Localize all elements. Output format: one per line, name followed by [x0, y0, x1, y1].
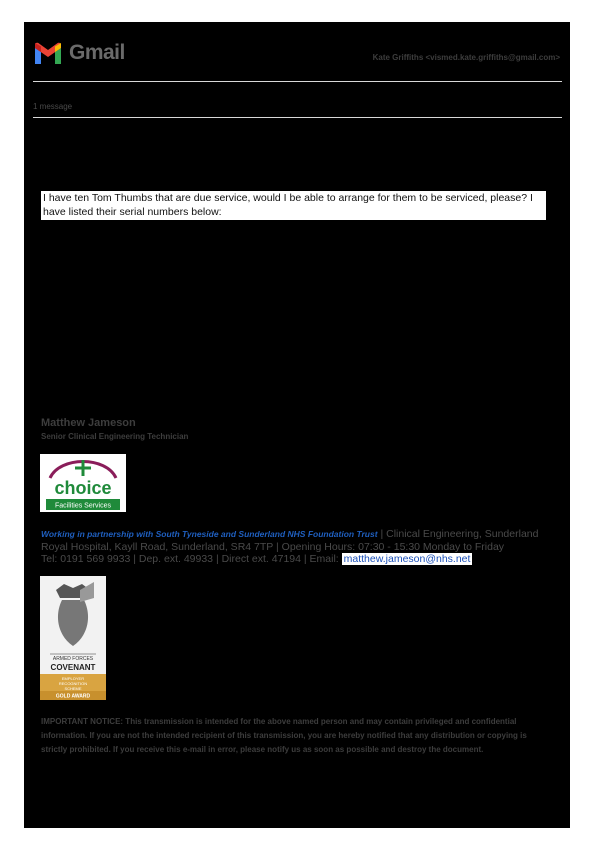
- award-level: GOLD AWARD: [55, 693, 91, 700]
- confidentiality-notice: [41, 715, 546, 757]
- choice-logo-subtext: Facilities Services: [54, 502, 112, 510]
- gmail-wordmark: Gmail: [69, 41, 125, 64]
- email-link[interactable]: matthew.jameson@nhs.net: [343, 553, 471, 565]
- message-body: I have ten Tom Thumbs that are due service, would I be able to arrange for them to be serviced, please? I have listed their serial numbers below:: [41, 191, 546, 220]
- choice-logo-graphic: [40, 454, 126, 512]
- location-text: | Clinical Engineering, Sunderland Royal Hospital, Kayll Road, Sunderland, SR4 7TP | Opening Hours: 07:30 - 15:30 Monday to Friday: [41, 528, 539, 553]
- message-count: 1 message: [33, 102, 73, 111]
- choice-logo: [40, 454, 126, 512]
- award-line2: RECOGNITION: [58, 681, 88, 686]
- message-divider: [33, 117, 562, 118]
- signature-title: Senior Clinical Engineering Technician: [41, 432, 189, 441]
- notice-text: This transmission is intended for the above named person and may contain privileged and confidential information. If you are not the intended recipient of this transmission, you are hereby notified that any distribution or copying is strictly prohibited. If you receive this e-mail in error, please notify us as soon as possible and destroy the document.: [41, 717, 527, 754]
- award-line1: EMPLOYER: [61, 676, 85, 681]
- notice-label: IMPORTANT NOTICE:: [41, 717, 124, 726]
- gmail-logo-icon[interactable]: [33, 42, 63, 66]
- award-line3: SCHEME: [64, 686, 82, 691]
- contact-text: Tel: 0191 569 9933 | Dep. ext. 49933 | Direct ext. 47194 | Email:: [41, 553, 342, 565]
- email-page: [24, 22, 570, 828]
- choice-logo-text: choice: [54, 478, 112, 498]
- signature-name: Matthew Jameson: [41, 417, 136, 429]
- contact-line: [41, 553, 561, 565]
- covenant-title: ARMED FORCES: [52, 656, 94, 662]
- header-divider: [33, 81, 562, 82]
- sender-address[interactable]: Kate Griffiths <vismed.kate.griffiths@gmail.com>: [372, 53, 560, 62]
- covenant-word: COVENANT: [50, 663, 96, 672]
- partnership-line: [41, 528, 561, 554]
- partnership-text: Working in partnership with South Tyneside and Sunderland NHS Foundation Trust: [41, 529, 378, 539]
- covenant-badge-graphic: [40, 576, 106, 700]
- armed-forces-covenant-badge: [40, 576, 106, 700]
